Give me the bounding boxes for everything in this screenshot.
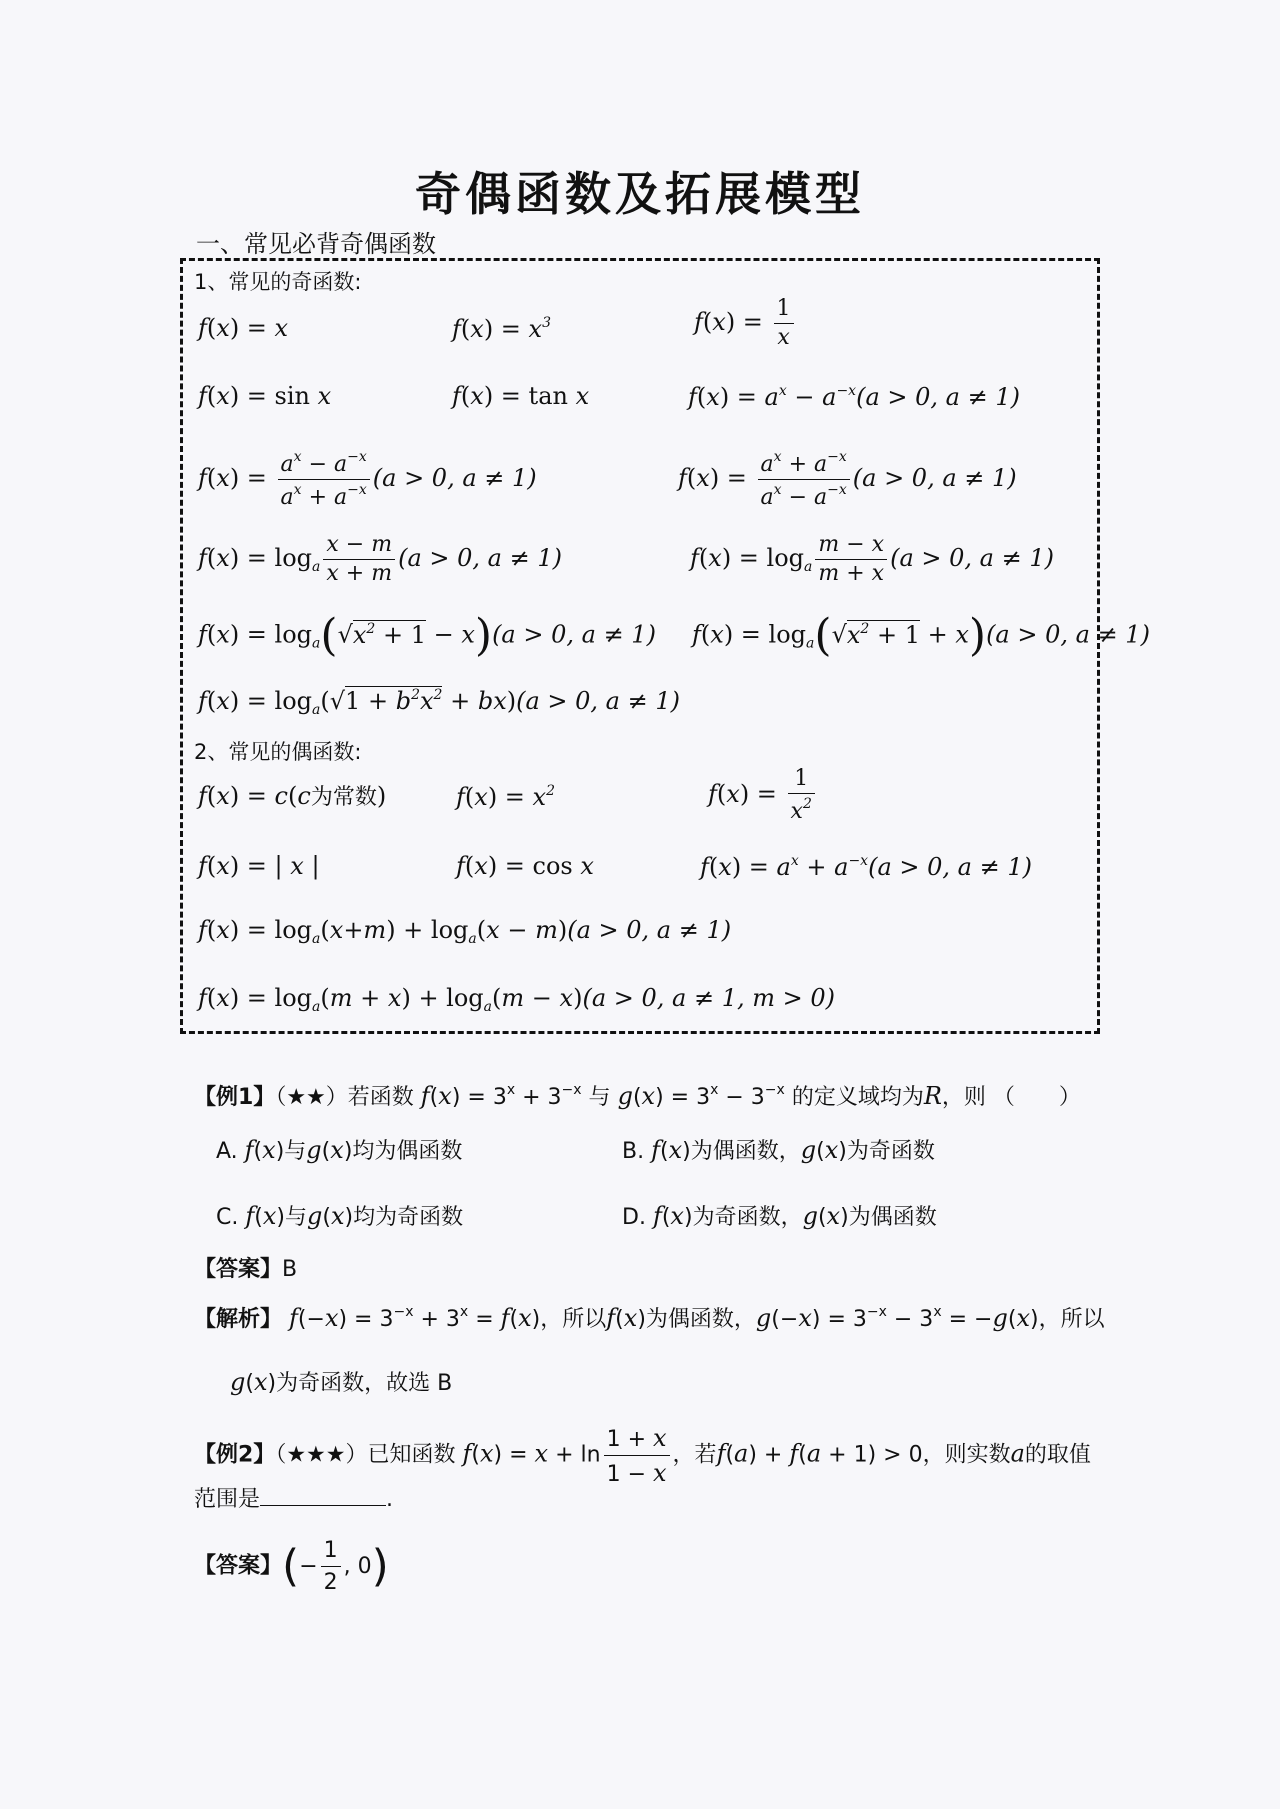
odd-formula-log-ratio-1: $f(x) = \log_a$ $\frac{x - m}{x + m}$ (a > 0, a ≠ 1) (198, 532, 562, 586)
odd-formula-log-sqrt-b: $f(x) = \log_a(√1 + b^2x^2 + bx)(a > 0$, a ≠ 1) (198, 687, 680, 718)
even-formula-1-over-x2: f(x) = $\frac{1}{x^2}$ (708, 768, 818, 823)
odd-formula-log-sqrt-minus: $f(x) = \log_a(√x^2 + 1 - x)(a > 0$, a ≠ 1) (198, 610, 656, 661)
odd-formula-log-ratio-2: $f(x) = \log_a$ $\frac{m - x}{m + x}$ (a > 0, a ≠ 1) (690, 532, 1054, 586)
example-1-analysis: 【解析】 $f(-x) = 3^{-x} + 3^x = f(x)$，所以f(x)为偶函数，$g(-x) = 3^{-x} - 3^x = -g(x)$，所以 (194, 1304, 1105, 1332)
example-2-stem: 【例2】（★★★）已知函数 f(x) = x + ln $\frac{1 + x}{1 - x}$ ，若f(a) + f(a + 1) > 0，则实数a的取值 (194, 1424, 1091, 1487)
option-c[interactable]: C. f(x)与g(x)均为奇函数 (216, 1202, 464, 1230)
odd-formula-1-over-x: f(x) = $\frac{1}{x}$ (694, 298, 797, 349)
odd-formula-exp-ratio-1: f(x) = $\frac{a^x - a^{-x}}{a^x + a^{-x}}$ (a > 0, a ≠ 1) (198, 449, 537, 510)
even-formula-x2: $f(x) = x^2$ (456, 783, 556, 811)
even-formula-abs: f(x) = | x | (198, 852, 320, 880)
odd-formula-x: f(x) = x (198, 314, 289, 342)
even-formula-exp-sum: $f(x) = a^x + a^{-x}(a > 0$, a ≠ 1) (700, 853, 1032, 881)
odd-heading: 1、常见的奇函数: (194, 270, 362, 294)
odd-formula-exp-ratio-2: f(x) = $\frac{a^x + a^{-x}}{a^x - a^{-x}}$ (a > 0, a ≠ 1) (678, 449, 1017, 510)
example-1-answer: 【答案】B (194, 1257, 298, 1282)
odd-formula-x3: $f(x) = x^3$ (452, 315, 552, 343)
example-1-analysis-cont: g(x)为奇函数，故选 B (230, 1368, 453, 1396)
option-a[interactable]: A. f(x)与g(x)均为偶函数 (216, 1136, 463, 1164)
example-2-blank-line: 范围是 . (194, 1487, 394, 1512)
even-formula-cos: f(x) = cos x (456, 852, 594, 880)
odd-formula-exp-diff: $f(x) = a^x - a^{-x}(a > 0$, a ≠ 1) (688, 383, 1020, 411)
answer-blank[interactable] (260, 1485, 386, 1506)
even-formula-const: f(x) = c(c为常数) (198, 782, 387, 810)
option-b[interactable]: B. f(x)为偶函数，g(x)为奇函数 (622, 1136, 935, 1164)
odd-formula-log-sqrt-plus: $f(x) = \log_a(√x^2 + 1 + x)(a > 0$, a ≠ 1) (692, 610, 1150, 661)
option-d[interactable]: D. f(x)为奇函数，g(x)为偶函数 (622, 1202, 937, 1230)
odd-formula-sin: f(x) = sin x (198, 382, 332, 410)
section-heading: 一、常见必背奇偶函数 (196, 230, 436, 258)
odd-formula-tan: f(x) = tan x (452, 382, 590, 410)
even-formula-log-sum-1: $f(x) = \log_a(x+m) + \log_a(x - m)(a > 0$, a ≠ 1) (198, 916, 732, 947)
even-formula-log-sum-2: $f(x) = \log_a(m + x) + \log_a(m - x)(a > 0$, a ≠ 1, m > 0) (198, 984, 835, 1015)
even-heading: 2、常见的偶函数: (194, 740, 362, 764)
example-1-stem: 【例1】（★★）若函数 $f(x) = 3^x + 3^{-x}$ 与 $g(x) = 3^x - 3^{-x}$ 的定义域均为R，则 （ ） (194, 1082, 1081, 1110)
example-2-answer: 【答案】(− $\frac{1}{2}$ , 0) (194, 1538, 389, 1595)
page-title: 奇偶函数及拓展模型 (415, 167, 865, 221)
